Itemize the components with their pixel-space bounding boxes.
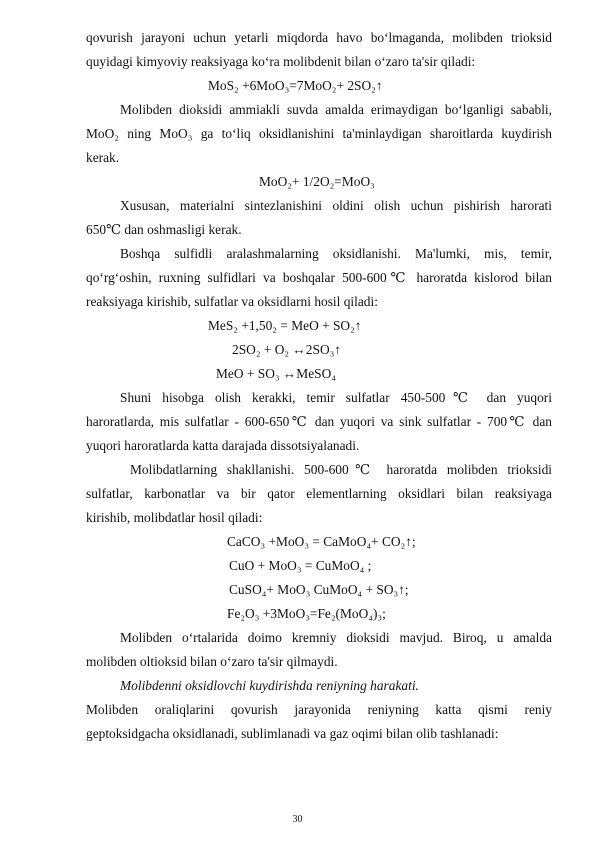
paragraph-line: kirishib, molibdatlar hosil qiladi: — [86, 510, 263, 525]
equation: CuO + MoO₃ = CuMoO₄ ; — [229, 558, 372, 573]
equation: MeO + SO₃ ↔MeSO₄ — [216, 366, 336, 381]
paragraph-line: MoO₂ ning MoO₃ ga to‘liq oksidlanishini ta'minlaydigan sharoitlarda kuydirish — [86, 126, 552, 141]
paragraph-line: Molibden oraliqlarini qovurish jarayonida reniyning katta qismi reniy — [86, 702, 552, 717]
paragraph-line: Molibden o‘rtalarida doimo kremniy dioksidi mavjud. Biroq, u amalda — [120, 630, 552, 645]
paragraph-line: Molibdatlarning shakllanishi. 500-600℃ haroratda molibden trioksidi — [130, 462, 552, 477]
equation: MoO₂+ 1/2O₂=MoO₃ — [259, 174, 375, 189]
paragraph-line: 650℃ dan oshmasligi kerak. — [86, 222, 242, 237]
paragraph-line: yuqori haroratlarda katta darajada dissotsiyalanadi. — [86, 438, 360, 453]
equation: CuSO₄+ MoO₃ CuMoO₄ + SO₃↑; — [229, 582, 409, 597]
equation: CaCO₃ +MoO₃ = CaMoO₄+ CO₂↑; — [227, 534, 416, 549]
equation: MoS₂ +6MoO₃=7MoO₂+ 2SO₂↑ — [208, 78, 383, 93]
equation: 2SO₂ + O₂ ↔2SO₃↑ — [232, 342, 341, 357]
paragraph-line: Molibden dioksidi ammiakli suvda amalda erimaydigan bo‘lganligi sababli, — [120, 102, 552, 117]
paragraph-line: Boshqa sulfidli aralashmalarning oksidlanishi. Ma'lumki, mis, temir, — [120, 246, 552, 261]
section-heading: Molibdenni oksidlovchi kuydirishda reniyning harakati. — [120, 678, 419, 693]
paragraph-line: reaksiyaga kirishib, sulfatlar va oksidlarni hosil qiladi: — [86, 294, 378, 309]
equation: Fe₂O₃ +3MoO₃=Fe₂(MoO₄)₃; — [227, 606, 386, 621]
paragraph-line: haroratlarda, mis sulfatlar - 600-650℃ dan yuqori va sink sulfatlar - 700℃ dan — [86, 414, 552, 429]
paragraph-line: qovurish jarayoni uchun yetarli miqdorda havo bo‘lmaganda, molibden trioksid — [86, 30, 552, 45]
paragraph-line: sulfatlar, karbonatlar va bir qator elementlarning oksidlari bilan reaksiyaga — [86, 486, 552, 501]
paragraph-line: kerak. — [86, 150, 120, 165]
paragraph-line: qo‘rg‘oshin, ruxning sulfidlari va boshqalar 500-600℃ haroratda kislorod bilan — [86, 270, 552, 285]
paragraph-line: Xususan, materialni sintezlanishini oldini olish uchun pishirish harorati — [120, 198, 552, 213]
equation: MeS₂ +1,50₂ = MeO + SO₂↑ — [208, 318, 362, 333]
paragraph-line: quyidagi kimyoviy reaksiyaga ko‘ra molibdenit bilan o‘zaro ta'sir qiladi: — [86, 54, 476, 69]
paragraph-line: molibden oltioksid bilan o‘zaro ta'sir qilmaydi. — [86, 654, 338, 669]
page-number: 30 — [292, 814, 303, 825]
paragraph-line: geptoksidgacha oksidlanadi, sublimlanadi va gaz oqimi bilan olib tashlanadi: — [86, 726, 499, 741]
paragraph-line: Shuni hisobga olish kerakki, temir sulfatlar 450-500℃ dan yuqori — [120, 390, 552, 405]
